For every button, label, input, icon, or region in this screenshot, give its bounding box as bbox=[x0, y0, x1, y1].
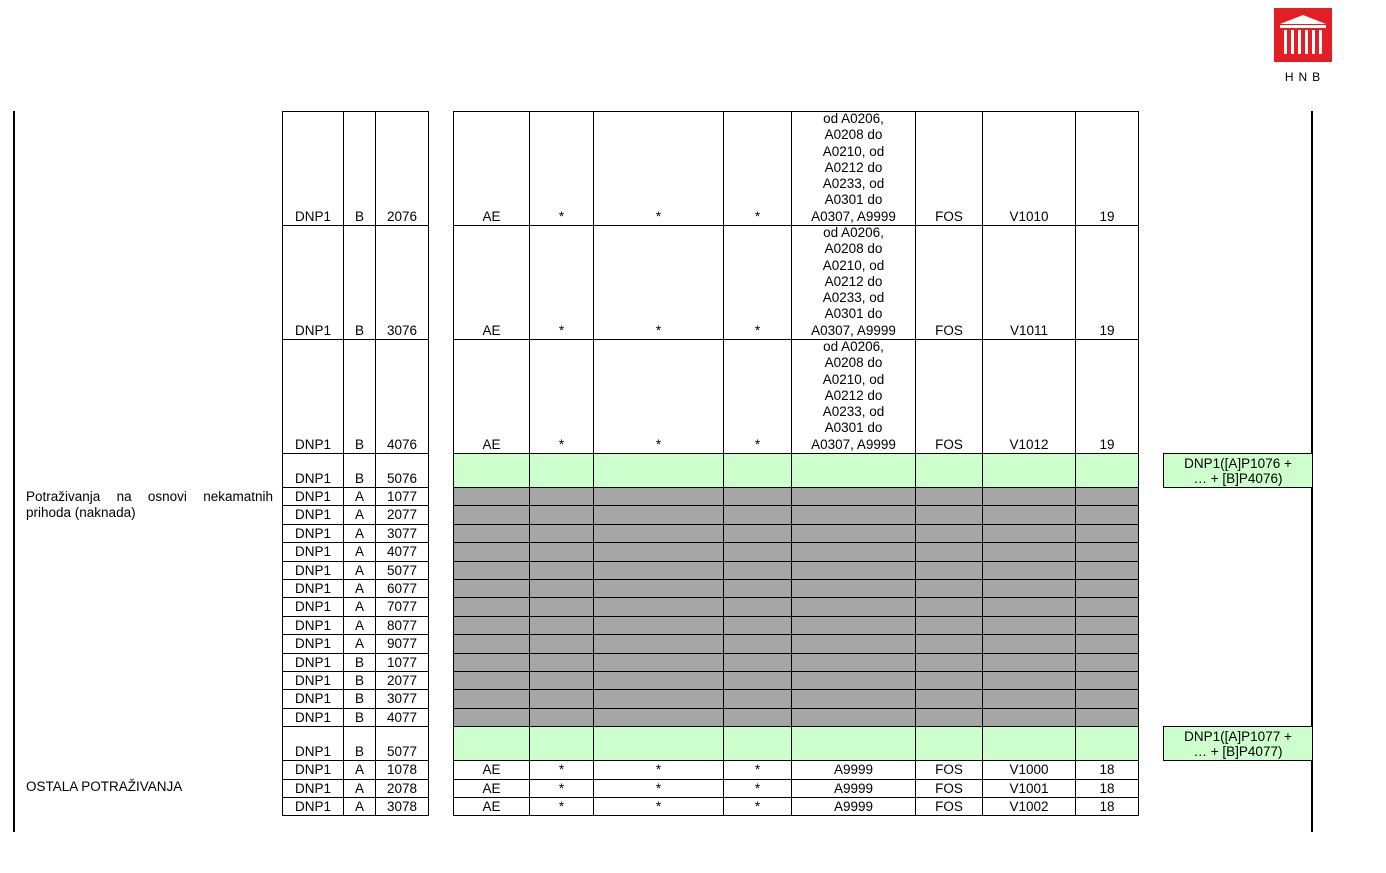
hnb-logo-mark bbox=[1272, 8, 1334, 62]
table-cell-c5: * bbox=[529, 760, 594, 779]
table-cell-c2: A bbox=[343, 797, 376, 816]
table-cell-c5: * bbox=[529, 111, 594, 226]
table-cell-c6: * bbox=[593, 779, 724, 798]
table-cell-c11 bbox=[1075, 561, 1139, 580]
table-cell-c2: B bbox=[343, 708, 376, 727]
table-cell-c10 bbox=[982, 726, 1076, 761]
table-cell-c8 bbox=[791, 561, 916, 580]
table-cell-c1: DNP1 bbox=[282, 111, 344, 226]
table-cell-c2: A bbox=[343, 597, 376, 616]
table-cell-c10 bbox=[982, 524, 1076, 543]
table-cell-c5 bbox=[529, 542, 594, 561]
table-cell-c8 bbox=[791, 542, 916, 561]
table-cell-c8 bbox=[791, 487, 916, 506]
table-cell-c1: DNP1 bbox=[282, 708, 344, 727]
table-cell-c1: DNP1 bbox=[282, 339, 344, 454]
table-cell-c1: DNP1 bbox=[282, 797, 344, 816]
table-cell-c9 bbox=[915, 579, 983, 598]
table-cell-c4: AE bbox=[453, 779, 530, 798]
table-cell-c10: V1011 bbox=[982, 225, 1076, 340]
table-cell-c4 bbox=[453, 561, 530, 580]
table-cell-c4 bbox=[453, 726, 530, 761]
table-cell-c7 bbox=[723, 579, 792, 598]
table-cell-c8 bbox=[791, 616, 916, 635]
table-cell-c7: * bbox=[723, 111, 792, 226]
table-cell-c2: B bbox=[343, 225, 376, 340]
table-cell-c2: A bbox=[343, 616, 376, 635]
table-cell-c5 bbox=[529, 579, 594, 598]
table-cell-c7: * bbox=[723, 760, 792, 779]
table-cell-c3: 5077 bbox=[375, 726, 429, 761]
table-cell-c11 bbox=[1075, 671, 1139, 690]
table-cell-c5 bbox=[529, 616, 594, 635]
table-cell-c1: DNP1 bbox=[282, 689, 344, 708]
table-cell-c6 bbox=[593, 487, 724, 506]
table-cell-c2: A bbox=[343, 505, 376, 524]
table-cell-c6 bbox=[593, 653, 724, 672]
table-cell-c10 bbox=[982, 505, 1076, 524]
table-cell-c9 bbox=[915, 726, 983, 761]
table-cell-c7: * bbox=[723, 225, 792, 340]
table-cell-c1: DNP1 bbox=[282, 597, 344, 616]
table-cell-c2: B bbox=[343, 339, 376, 454]
table-cell-c8 bbox=[791, 579, 916, 598]
table-cell-c6 bbox=[593, 524, 724, 543]
table-cell-c10 bbox=[982, 487, 1076, 506]
table-cell-c2: A bbox=[343, 542, 376, 561]
table-cell-c3: 2077 bbox=[375, 671, 429, 690]
table-cell-c10: V1000 bbox=[982, 760, 1076, 779]
table-cell-c3: 3077 bbox=[375, 689, 429, 708]
table-cell-c10: V1001 bbox=[982, 779, 1076, 798]
table-cell-c9: FOS bbox=[915, 779, 983, 798]
table-cell-c4 bbox=[453, 579, 530, 598]
table-cell-c9 bbox=[915, 653, 983, 672]
table-cell-c6 bbox=[593, 616, 724, 635]
table-cell-c4 bbox=[453, 524, 530, 543]
table-cell-c5 bbox=[529, 453, 594, 488]
table-cell-c5 bbox=[529, 597, 594, 616]
table-cell-c11: 18 bbox=[1075, 797, 1139, 816]
table-cell-c1: DNP1 bbox=[282, 542, 344, 561]
table-cell-c5 bbox=[529, 689, 594, 708]
table-cell-c9: FOS bbox=[915, 339, 983, 454]
table-cell-c5 bbox=[529, 634, 594, 653]
table-cell-c9 bbox=[915, 671, 983, 690]
table-cell-c2: A bbox=[343, 487, 376, 506]
table-cell-c11 bbox=[1075, 579, 1139, 598]
table-cell-c9 bbox=[915, 524, 983, 543]
table-cell-c11: 19 bbox=[1075, 225, 1139, 340]
table-cell-c6 bbox=[593, 708, 724, 727]
table-cell-c7: * bbox=[723, 779, 792, 798]
table-cell-c10 bbox=[982, 542, 1076, 561]
table-cell-c8 bbox=[791, 689, 916, 708]
table-cell-c3: 1077 bbox=[375, 653, 429, 672]
table-cell-c9 bbox=[915, 689, 983, 708]
table-cell-c3: 6077 bbox=[375, 579, 429, 598]
table-cell-c8 bbox=[791, 726, 916, 761]
table-cell-c4 bbox=[453, 616, 530, 635]
table-cell-c9 bbox=[915, 561, 983, 580]
table-cell-c2: A bbox=[343, 634, 376, 653]
table-cell-c4 bbox=[453, 671, 530, 690]
table-cell-c7 bbox=[723, 561, 792, 580]
table-cell-c4: AE bbox=[453, 797, 530, 816]
table-cell-c5 bbox=[529, 708, 594, 727]
table-cell-c5: * bbox=[529, 779, 594, 798]
table-cell-c2: A bbox=[343, 561, 376, 580]
table-cell-c3: 1077 bbox=[375, 487, 429, 506]
table-cell-c7: * bbox=[723, 339, 792, 454]
table-cell-c6 bbox=[593, 671, 724, 690]
table-cell-c8: A9999 bbox=[791, 760, 916, 779]
table-cell-c11 bbox=[1075, 616, 1139, 635]
table-cell-c2: B bbox=[343, 671, 376, 690]
table-cell-c6 bbox=[593, 453, 724, 488]
table-cell-c3: 5077 bbox=[375, 561, 429, 580]
table-cell-c6 bbox=[593, 726, 724, 761]
table-cell-c7 bbox=[723, 653, 792, 672]
hnb-logo-text: HNB bbox=[1284, 70, 1326, 84]
table-cell-c7 bbox=[723, 726, 792, 761]
table-cell-c1: DNP1 bbox=[282, 779, 344, 798]
table-cell-c2: B bbox=[343, 726, 376, 761]
formula-note: DNP1([A]P1076 + … + [B]P4076) bbox=[1163, 453, 1313, 488]
table-cell-c5 bbox=[529, 561, 594, 580]
table-cell-c10 bbox=[982, 561, 1076, 580]
table-cell-c7 bbox=[723, 542, 792, 561]
table-cell-c10 bbox=[982, 616, 1076, 635]
table-cell-c10 bbox=[982, 689, 1076, 708]
table-cell-c10: V1002 bbox=[982, 797, 1076, 816]
table-cell-c7 bbox=[723, 616, 792, 635]
table-cell-c4: AE bbox=[453, 225, 530, 340]
table-cell-c10 bbox=[982, 453, 1076, 488]
table-cell-c4 bbox=[453, 542, 530, 561]
hnb-logo bbox=[1272, 8, 1334, 88]
table-cell-c11 bbox=[1075, 524, 1139, 543]
table-cell-c11: 18 bbox=[1075, 760, 1139, 779]
table-cell-c3: 1078 bbox=[375, 760, 429, 779]
table-cell-c5 bbox=[529, 726, 594, 761]
table-cell-c9 bbox=[915, 708, 983, 727]
table-cell-c7 bbox=[723, 524, 792, 543]
table-cell-c1: DNP1 bbox=[282, 524, 344, 543]
table-cell-c7 bbox=[723, 597, 792, 616]
table-cell-c11: 19 bbox=[1075, 111, 1139, 226]
table-cell-c8: od A0206, A0208 do A0210, od A0212 do A0233, od A0301 do A0307, A9999 bbox=[791, 111, 916, 226]
table-cell-c2: B bbox=[343, 653, 376, 672]
table-cell-c3: 2077 bbox=[375, 505, 429, 524]
table-cell-c1: DNP1 bbox=[282, 616, 344, 635]
table-cell-c2: B bbox=[343, 453, 376, 488]
table-cell-c4: AE bbox=[453, 111, 530, 226]
table-cell-c11 bbox=[1075, 689, 1139, 708]
section-label-nekamatni: Potraživanja na osnovi nekamatnih prihoda (naknada) bbox=[26, 489, 273, 520]
page-frame-left bbox=[13, 111, 15, 832]
formula-note: DNP1([A]P1077 + … + [B]P4077) bbox=[1163, 726, 1313, 761]
table-cell-c3: 3076 bbox=[375, 225, 429, 340]
table-cell-c3: 4077 bbox=[375, 542, 429, 561]
table-cell-c4 bbox=[453, 708, 530, 727]
table-cell-c6 bbox=[593, 505, 724, 524]
table-cell-c4 bbox=[453, 487, 530, 506]
table-cell-c10: V1010 bbox=[982, 111, 1076, 226]
table-cell-c8 bbox=[791, 597, 916, 616]
table-cell-c4: AE bbox=[453, 760, 530, 779]
table-cell-c7: * bbox=[723, 797, 792, 816]
table-cell-c6 bbox=[593, 542, 724, 561]
table-cell-c3: 4077 bbox=[375, 708, 429, 727]
table-cell-c5 bbox=[529, 524, 594, 543]
table-cell-c6: * bbox=[593, 225, 724, 340]
table-cell-c7 bbox=[723, 708, 792, 727]
table-cell-c10 bbox=[982, 708, 1076, 727]
table-cell-c11 bbox=[1075, 726, 1139, 761]
table-cell-c1: DNP1 bbox=[282, 561, 344, 580]
table-cell-c11 bbox=[1075, 487, 1139, 506]
table-cell-c1: DNP1 bbox=[282, 671, 344, 690]
table-cell-c9 bbox=[915, 542, 983, 561]
table-cell-c10 bbox=[982, 597, 1076, 616]
table-cell-c5: * bbox=[529, 225, 594, 340]
table-cell-c9 bbox=[915, 616, 983, 635]
table-cell-c6 bbox=[593, 579, 724, 598]
table-cell-c11 bbox=[1075, 542, 1139, 561]
table-cell-c6: * bbox=[593, 339, 724, 454]
table-cell-c8: A9999 bbox=[791, 779, 916, 798]
table-cell-c4 bbox=[453, 505, 530, 524]
table-cell-c2: B bbox=[343, 689, 376, 708]
table-cell-c3: 8077 bbox=[375, 616, 429, 635]
table-cell-c3: 9077 bbox=[375, 634, 429, 653]
table-cell-c8 bbox=[791, 671, 916, 690]
table-cell-c9 bbox=[915, 453, 983, 488]
table-cell-c7 bbox=[723, 487, 792, 506]
table-cell-c5: * bbox=[529, 339, 594, 454]
table-cell-c8 bbox=[791, 634, 916, 653]
table-cell-c2: A bbox=[343, 524, 376, 543]
table-cell-c1: DNP1 bbox=[282, 653, 344, 672]
table-cell-c4 bbox=[453, 689, 530, 708]
table-cell-c10 bbox=[982, 653, 1076, 672]
table-cell-c8 bbox=[791, 524, 916, 543]
table-cell-c5 bbox=[529, 487, 594, 506]
table-cell-c8 bbox=[791, 653, 916, 672]
table-cell-c6 bbox=[593, 561, 724, 580]
table-cell-c3: 3078 bbox=[375, 797, 429, 816]
table-cell-c9: FOS bbox=[915, 225, 983, 340]
table-cell-c6 bbox=[593, 634, 724, 653]
table-cell-c6: * bbox=[593, 760, 724, 779]
table-cell-c1: DNP1 bbox=[282, 760, 344, 779]
table-cell-c8: od A0206, A0208 do A0210, od A0212 do A0233, od A0301 do A0307, A9999 bbox=[791, 339, 916, 454]
table-cell-c2: A bbox=[343, 760, 376, 779]
table-cell-c3: 3077 bbox=[375, 524, 429, 543]
table-cell-c11 bbox=[1075, 597, 1139, 616]
table-cell-c7 bbox=[723, 634, 792, 653]
table-cell-c2: B bbox=[343, 111, 376, 226]
table-cell-c4 bbox=[453, 653, 530, 672]
section-label-ostala: OSTALA POTRAŽIVANJA bbox=[26, 779, 183, 794]
table-cell-c4 bbox=[453, 453, 530, 488]
table-cell-c11 bbox=[1075, 634, 1139, 653]
table-cell-c9: FOS bbox=[915, 797, 983, 816]
table-cell-c11 bbox=[1075, 505, 1139, 524]
table-cell-c5 bbox=[529, 505, 594, 524]
table-cell-c1: DNP1 bbox=[282, 487, 344, 506]
table-cell-c11 bbox=[1075, 708, 1139, 727]
table-cell-c9 bbox=[915, 505, 983, 524]
table-cell-c2: A bbox=[343, 579, 376, 598]
table-cell-c6: * bbox=[593, 111, 724, 226]
table-cell-c2: A bbox=[343, 779, 376, 798]
table-cell-c1: DNP1 bbox=[282, 505, 344, 524]
table-cell-c1: DNP1 bbox=[282, 225, 344, 340]
table-cell-c8 bbox=[791, 708, 916, 727]
table-cell-c8 bbox=[791, 453, 916, 488]
table-cell-c7 bbox=[723, 453, 792, 488]
table-cell-c9 bbox=[915, 487, 983, 506]
table-cell-c9 bbox=[915, 634, 983, 653]
table-cell-c11 bbox=[1075, 453, 1139, 488]
table-cell-c6 bbox=[593, 597, 724, 616]
table-cell-c11 bbox=[1075, 653, 1139, 672]
table-cell-c8: od A0206, A0208 do A0210, od A0212 do A0233, od A0301 do A0307, A9999 bbox=[791, 225, 916, 340]
table-cell-c3: 5076 bbox=[375, 453, 429, 488]
table-cell-c1: DNP1 bbox=[282, 634, 344, 653]
table-cell-c5: * bbox=[529, 797, 594, 816]
table-cell-c10: V1012 bbox=[982, 339, 1076, 454]
table-cell-c3: 7077 bbox=[375, 597, 429, 616]
table-cell-c10 bbox=[982, 579, 1076, 598]
table-cell-c3: 4076 bbox=[375, 339, 429, 454]
table-cell-c3: 2078 bbox=[375, 779, 429, 798]
table-cell-c9: FOS bbox=[915, 111, 983, 226]
table-cell-c4 bbox=[453, 634, 530, 653]
table-cell-c1: DNP1 bbox=[282, 579, 344, 598]
table-cell-c6: * bbox=[593, 797, 724, 816]
table-cell-c8 bbox=[791, 505, 916, 524]
table-cell-c3: 2076 bbox=[375, 111, 429, 226]
table-cell-c7 bbox=[723, 671, 792, 690]
table-cell-c7 bbox=[723, 689, 792, 708]
table-cell-c10 bbox=[982, 634, 1076, 653]
table-cell-c10 bbox=[982, 671, 1076, 690]
table-cell-c9: FOS bbox=[915, 760, 983, 779]
table-cell-c1: DNP1 bbox=[282, 453, 344, 488]
table-cell-c11: 18 bbox=[1075, 779, 1139, 798]
table-cell-c5 bbox=[529, 653, 594, 672]
table-cell-c4 bbox=[453, 597, 530, 616]
table-cell-c8: A9999 bbox=[791, 797, 916, 816]
table-cell-c11: 19 bbox=[1075, 339, 1139, 454]
table-cell-c4: AE bbox=[453, 339, 530, 454]
table-cell-c1: DNP1 bbox=[282, 726, 344, 761]
table-cell-c6 bbox=[593, 689, 724, 708]
table-cell-c5 bbox=[529, 671, 594, 690]
table-cell-c9 bbox=[915, 597, 983, 616]
table-cell-c7 bbox=[723, 505, 792, 524]
